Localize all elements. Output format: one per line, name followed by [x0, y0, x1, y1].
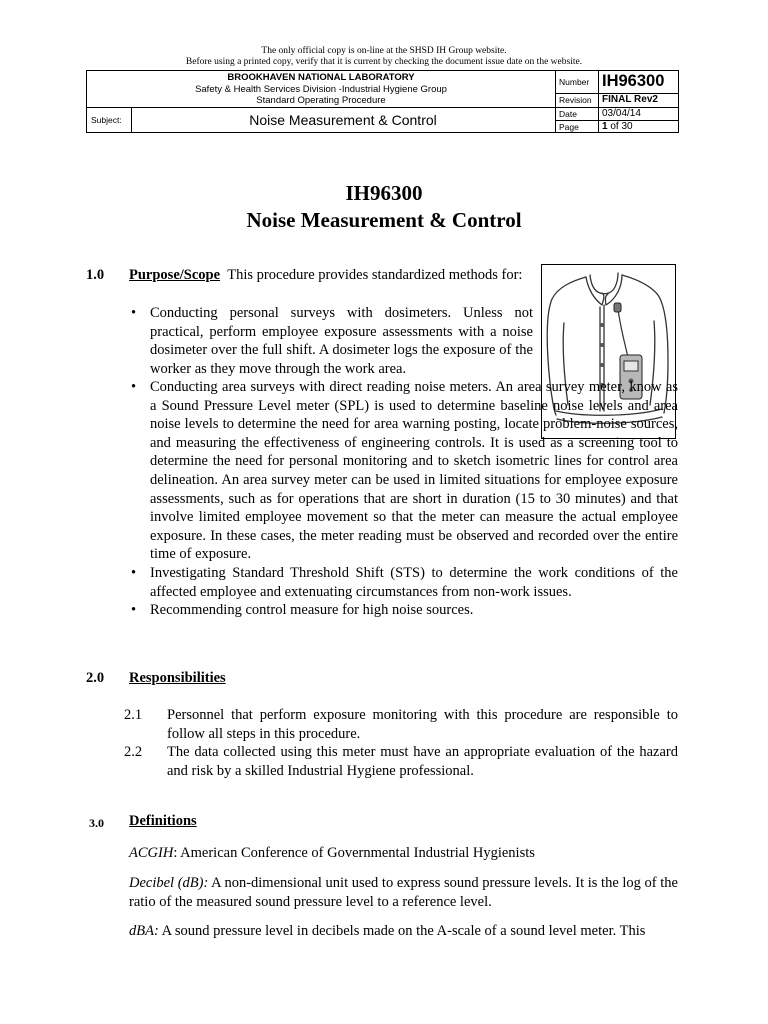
title-line-2: Noise Measurement & Control — [246, 208, 522, 232]
responsibility-item-2 — [124, 743, 678, 780]
number-label: Number — [559, 77, 590, 87]
responsibility-2-number: 2.2 — [124, 744, 143, 760]
date-value: 03/04/14 — [602, 108, 641, 119]
bullet-list-part-2 — [129, 378, 678, 620]
bullet-item-2-text: Conducting area surveys with direct reading noise meters. An area survey meter, know as a Sound Pressure Level meter (SPL) is used to determine baseline noise levels and area noise levels to determine the need for area warning posting, locate problem-noise sources, and measuring the effectiveness of engineering controls. It is used as a screening tool to determine the need for personal monitoring and to sketch isometric lines for control area delineation. An area survey meter can be used in limited situations for employee exposure assessments, such as for operations that are short in duration (15 to 30 minutes) and that involve limited employee movement so that the meter can measure the actual employee exposure. In these cases, the meter reading must be observed and recorded over the entire time of exposure. — [150, 379, 678, 563]
revision-value: FINAL Rev2 — [602, 94, 658, 105]
definition-decibel-text: A non-dimensional unit used to express sound pressure levels. It is the log of the ratio of the measured sound pressure level to a reference level. — [129, 875, 678, 910]
section-1-number: 1.0 — [86, 267, 105, 283]
org-name: BROOKHAVEN NATIONAL LABORATORY — [227, 72, 415, 83]
definition-decibel — [129, 874, 678, 911]
bullet-item-3: • Investigating Standard Threshold Shift (STS) to determine the work conditions of the affected employee and extenuating circumstances from non-work issues. — [129, 564, 678, 601]
definition-acgih-text: American Conference of Governmental Industrial Hygienists — [177, 845, 535, 861]
page-total: of 30 — [610, 121, 633, 132]
definition-dba-text: A sound pressure level in decibels made on the A-scale of a sound level meter. This — [158, 923, 646, 939]
notice-line-2: Before using a printed copy, verify that it is current by checking the document issue date on the website. — [185, 57, 583, 67]
page-value — [598, 121, 633, 132]
bullet-item-2 — [129, 378, 678, 564]
responsibility-1-number: 2.1 — [124, 707, 143, 723]
definition-dba — [129, 922, 678, 941]
responsibility-1-text: Personnel that perform exposure monitoring with this procedure are responsible to follow all steps in this procedure. — [167, 707, 678, 742]
document-header-table — [86, 70, 679, 133]
number-value: IH96300 — [602, 72, 665, 90]
revision-label: Revision — [559, 95, 592, 105]
document-type: Standard Operating Procedure — [256, 95, 386, 106]
section-3-number: 3.0 — [89, 816, 104, 830]
notice-line-1: The only official copy is on-line at the SHSD IH Group website. — [261, 46, 507, 56]
definition-acgih-term: ACGIH — [129, 845, 174, 861]
section-2-heading: Responsibilities — [129, 670, 226, 686]
bullet-item-1: • Conducting personal surveys with dosimeters. Unless not practical, perform employee exposure assessments with a noise dosimeter over the full shift. A dosimeter logs the exposure of the worker as they move through the work area. — [129, 304, 533, 378]
division-name: Safety & Health Services Division -Industrial Hygiene Group — [195, 84, 447, 95]
section-1-heading: Purpose/Scope — [129, 267, 221, 283]
bullet-item-4: • Recommending control measure for high noise sources. — [129, 601, 678, 620]
subject-value: Noise Measurement & Control — [249, 112, 437, 128]
definition-decibel-term: Decibel (dB): — [129, 875, 209, 891]
section-3-heading: Definitions — [129, 813, 197, 829]
date-label: Date — [559, 109, 577, 119]
title-line-1: IH96300 — [345, 181, 423, 205]
responsibility-2-text: The data collected using this meter must have an appropriate evaluation of the hazard and risk by a skilled Industrial Hygiene professional. — [167, 744, 678, 779]
definition-dba-term: dBA: — [129, 923, 159, 939]
definition-acgih: ACGIH: American Conference of Governmental Industrial Hygienists — [129, 845, 535, 861]
bullet-list-part-1 — [129, 304, 533, 378]
section-1-intro-text: This procedure provides standardized methods for: — [227, 267, 523, 283]
page-label: Page — [559, 122, 579, 132]
section-2-number: 2.0 — [86, 670, 105, 686]
page-number: 1 — [602, 121, 608, 132]
section-1-intro — [129, 266, 533, 285]
responsibility-item-1 — [124, 706, 678, 743]
subject-label: Subject: — [91, 115, 122, 125]
